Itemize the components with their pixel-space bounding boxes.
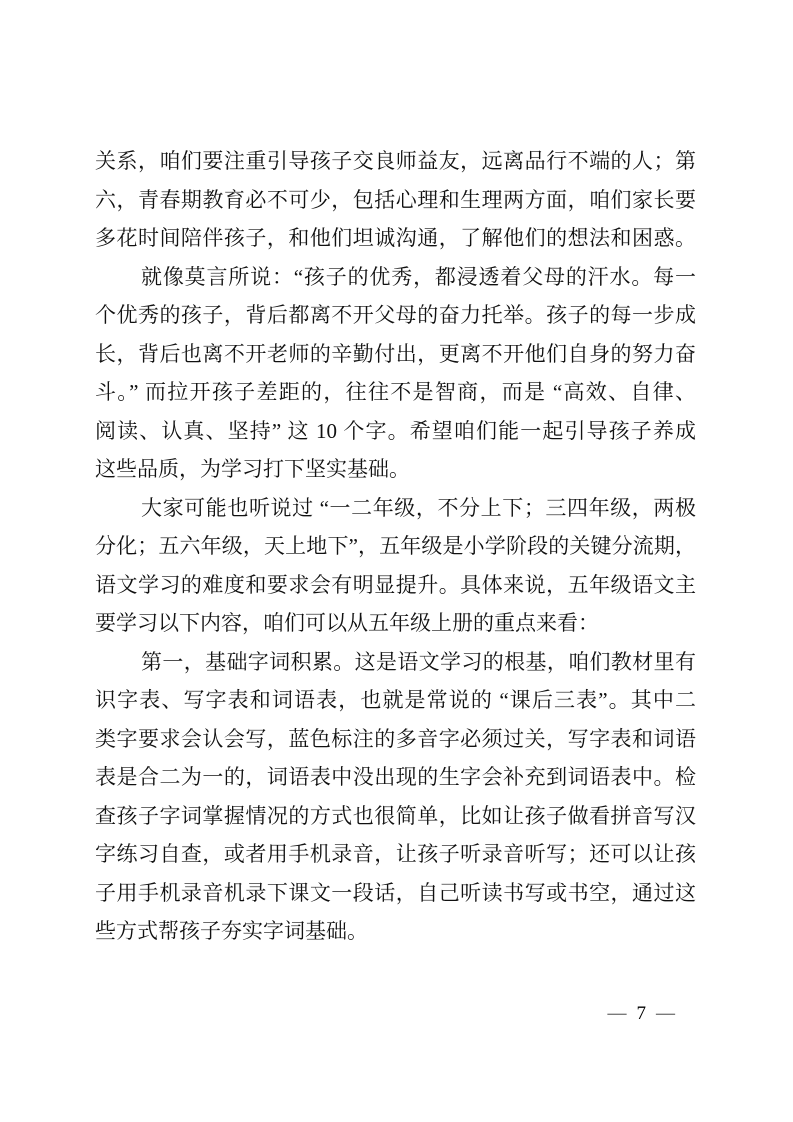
page-number [608,1002,676,1026]
text-line: 要学习以下内容，咱们可以从五年级上册的重点来看： [95,611,599,635]
text-line: 表是合二为一的，词语表中没出现的生字会补充到词语表中。检 [95,765,696,789]
text-line: 就像莫言所说：“孩子的优秀，都浸透着父母的汗水。每一 [141,264,696,289]
text-line: 斗。” 而拉开孩子差距的，往往不是智商，而是 “高效、自律、 [95,380,696,404]
text-line: 大家可能也听说过 “一二年级，不分上下；三四年级，两极 [141,495,696,520]
text-line: 第一，基础字词积累。这是语文学习的根基，咱们教材里有 [141,649,696,674]
text-line: 个优秀的孩子，背后都离不开父母的奋力托举。孩子的每一步成 [95,303,696,327]
text-line: 分化；五六年级，天上地下”，五年级是小学阶段的关键分流期， [95,534,696,558]
text-line: 长，背后也离不开老师的辛勤付出，更离不开他们自身的努力奋 [95,341,696,366]
text-line: 识字表、写字表和词语表，也就是常说的 “课后三表”。其中二 [95,688,696,712]
text-line: 阅读、认真、坚持” 这 10 个字。希望咱们能一起引导孩子养成 [95,418,696,443]
text-line: 多花时间陪伴孩子，和他们坦诚沟通，了解他们的想法和困惑。 [95,226,696,250]
text-line: 关系，咱们要注重引导孩子交良师益友，远离品行不端的人；第 [95,149,696,173]
page-number-dash-right: — [656,1003,675,1024]
text-line: 类字要求会认会写，蓝色标注的多音字必须过关，写字表和词语 [95,726,696,751]
text-line: 这些品质，为学习打下坚实基础。 [95,457,410,481]
text-block [95,142,696,951]
text-line: 语文学习的难度和要求会有明显提升。具体来说，五年级语文主 [95,572,696,597]
text-line: 子用手机录音机录下课文一段话，自己听读书写或书空，通过这 [95,880,696,905]
page-number-dash-left: — [607,1003,627,1024]
page-number-value: 7 [636,1003,646,1024]
text-line: 六，青春期教育必不可少，包括心理和生理两方面，咱们家长要 [95,187,696,212]
text-line: 字练习自查，或者用手机录音，让孩子听录音听写；还可以让孩 [95,842,696,866]
text-line: 查孩子字词掌握情况的方式也很简单，比如让孩子做看拼音写汉 [95,803,696,828]
text-line: 些方式帮孩子夯实字词基础。 [95,919,368,943]
